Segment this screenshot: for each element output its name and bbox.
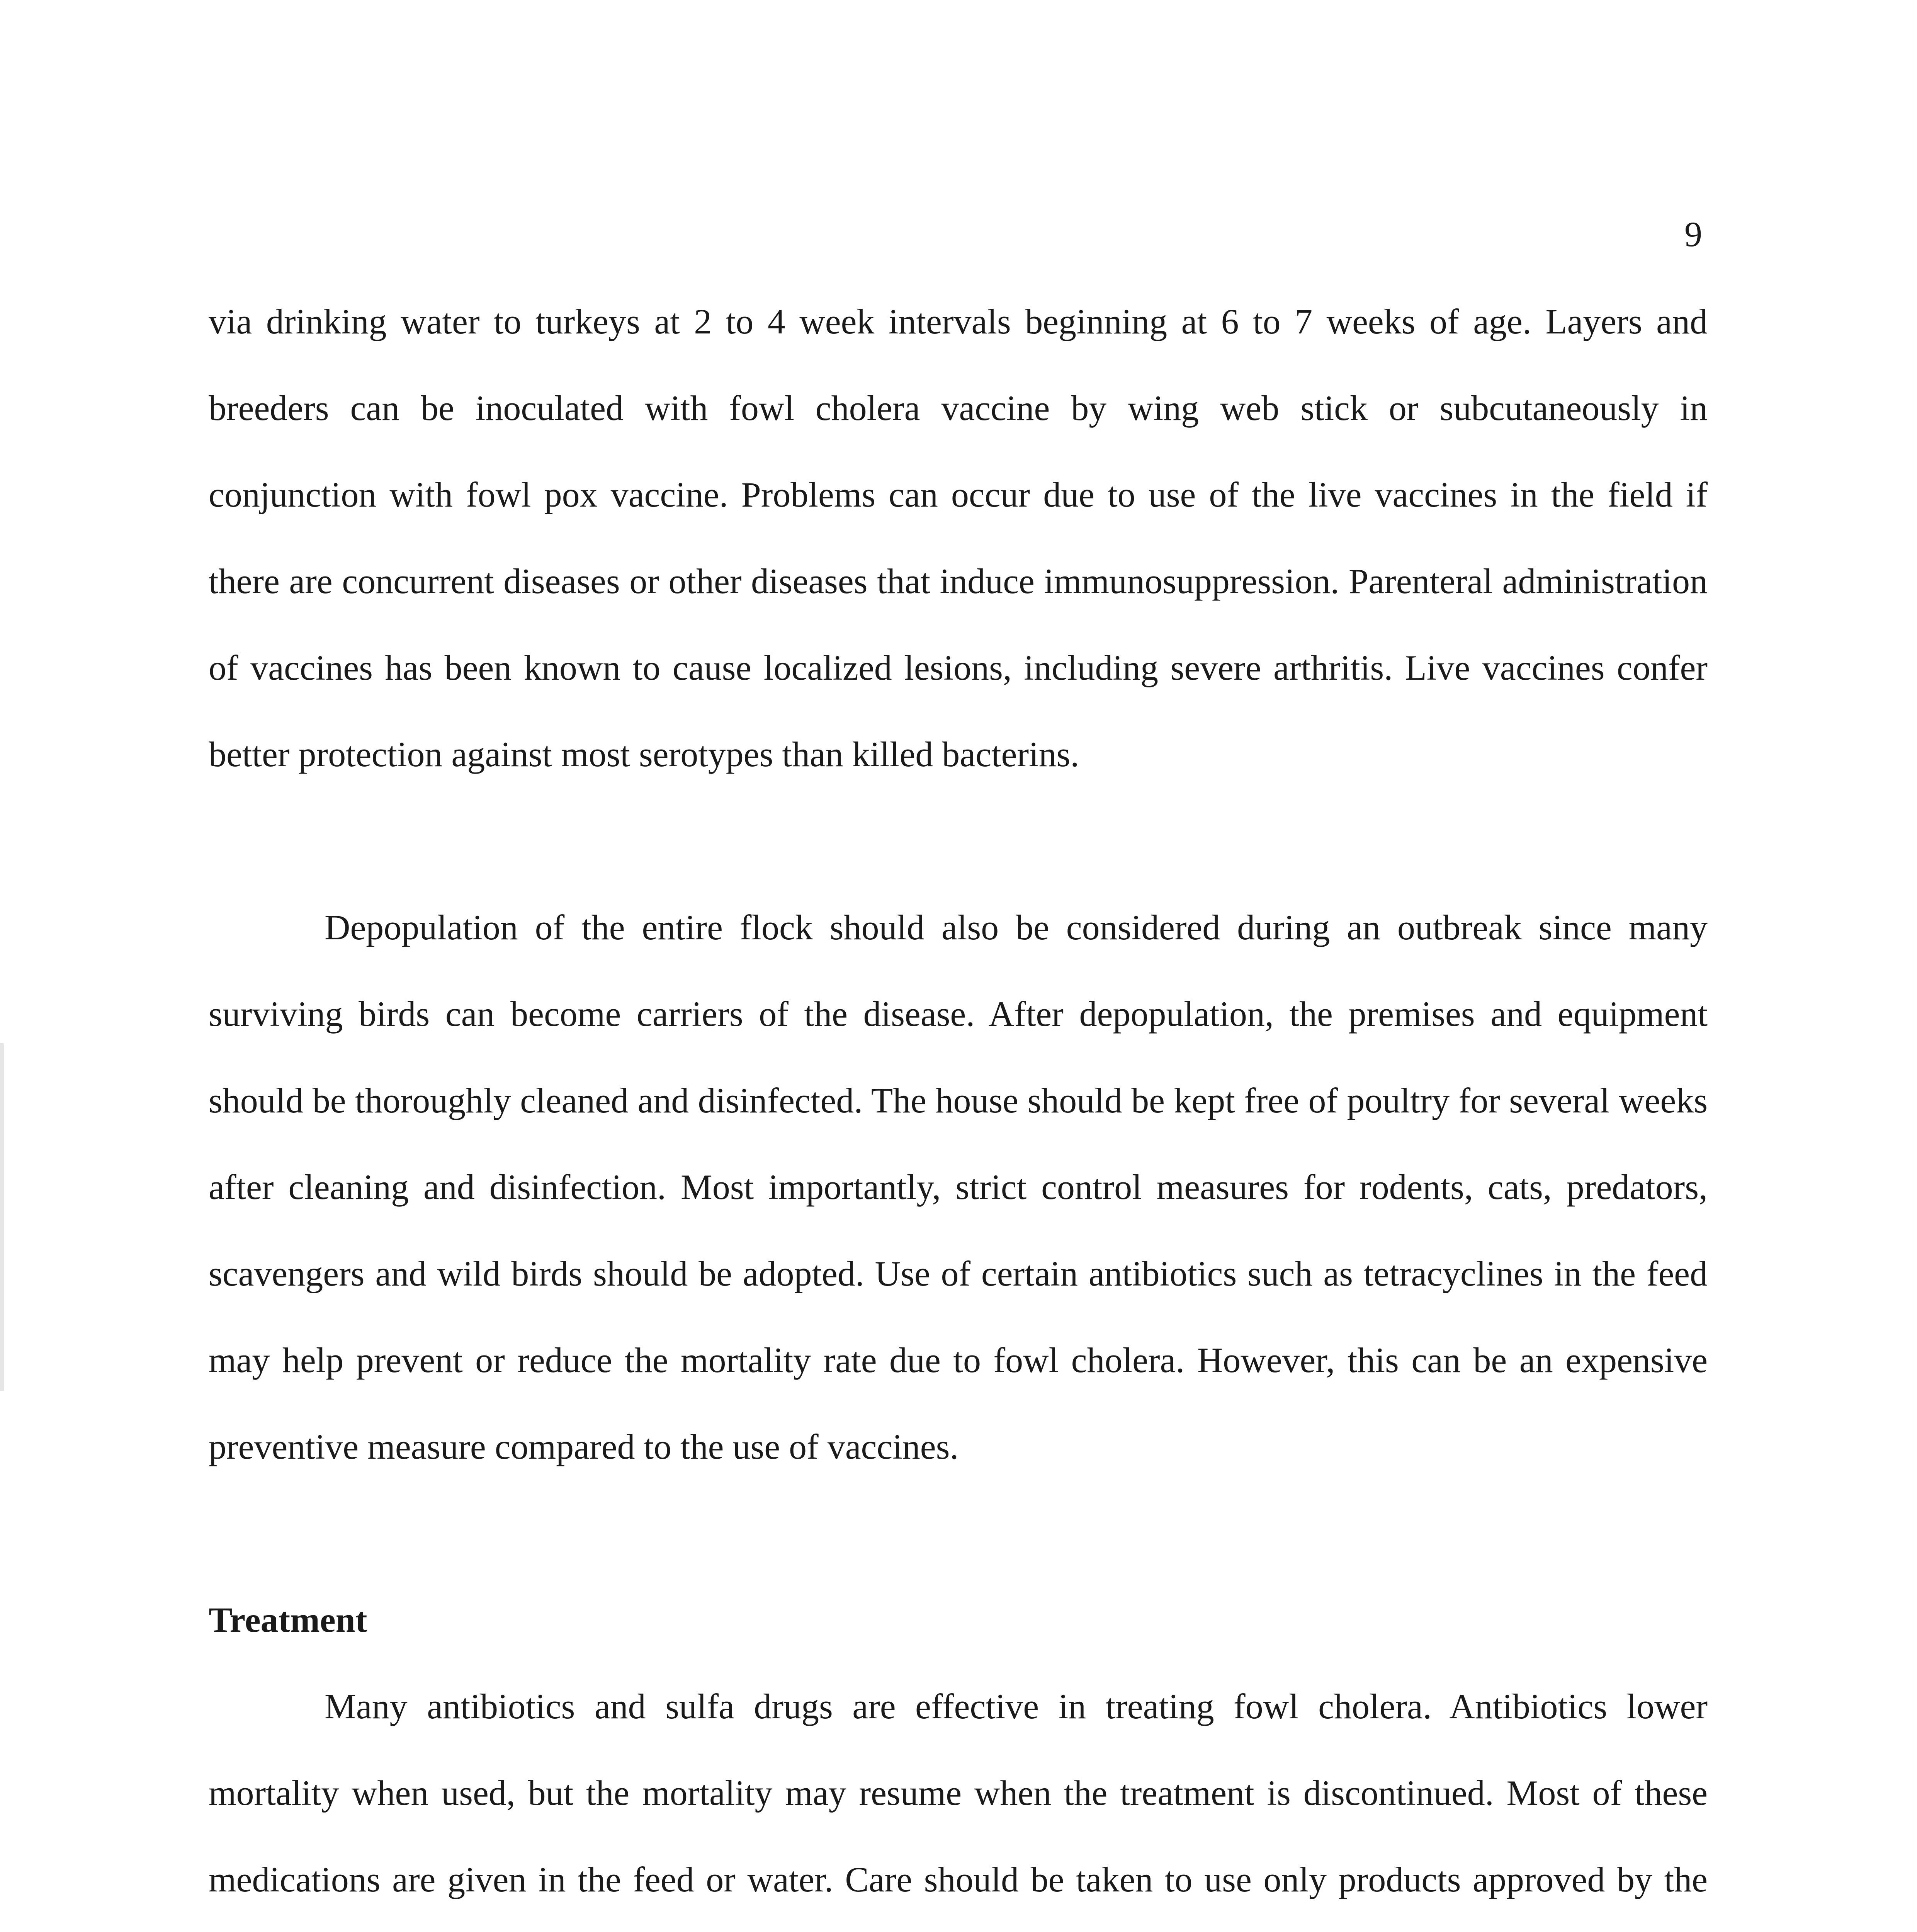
section-heading-treatment: Treatment	[209, 1600, 367, 1639]
document-body	[209, 278, 1708, 1932]
paragraph-depopulation: Depopulation of the entire flock should also be considered during an outbreak since many surviving birds can become carriers of the disease. After depopulation, the premises and equipment should be thoroughly cleaned and disinfected. The house should be kept free of poultry for several weeks after cleaning and disinfection. Most importantly, strict control measures for rodents, cats, predators, scavengers and wild birds should be adopted. Use of certain antibiotics such as tetracyclines in the feed may help prevent or reduce the mortality rate due to fowl cholera. However, this can be an expensive preventive measure compared to the use of vaccines.	[209, 908, 1708, 1466]
page-number: 9	[1684, 214, 1702, 254]
paragraph-vaccination-continued: via drinking water to turkeys at 2 to 4 week intervals beginning at 6 to 7 weeks of age. Layers and breeders can be inoculated with fowl cholera vaccine by wing web stick or subcutaneously in conjunction with fowl pox vaccine. Problems can occur due to use of the live vaccines in the field if there are concurrent diseases or other diseases that induce immunosuppression. Parenteral administration of vaccines has been known to cause localized lesions, including severe arthritis. Live vaccines confer better protection against most serotypes than killed bacterins.	[209, 302, 1708, 774]
paragraph-gap	[209, 1490, 1708, 1577]
paragraph-gap	[209, 798, 1708, 884]
scan-edge-mark	[0, 1043, 4, 1391]
paragraph-treatment: Many antibiotics and sulfa drugs are effective in treating fowl cholera. Antibiotics lower mortality when used, but the mortality may resume when the treatment is discontinued. Most of these medications are given in the feed or water. Care should be taken to use only products approved by the	[209, 1687, 1708, 1899]
